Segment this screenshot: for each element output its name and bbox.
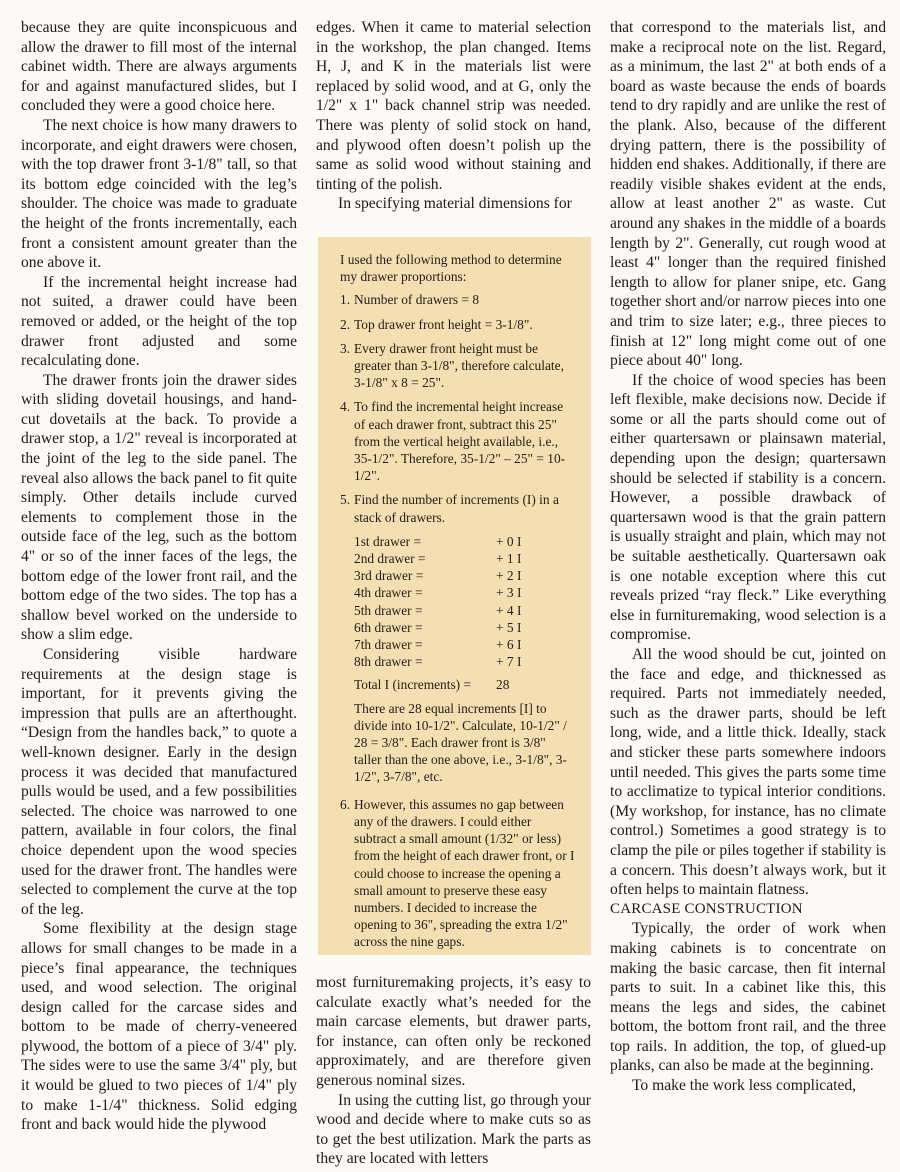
column-middle-top (316, 18, 591, 214)
paragraph: that correspond to the materials list, and make a reciprocal note on the list. Regard, as a minimum, the last 2" at both ends of a board as waste because the ends of boards tend to dry rapidly and are unlike the rest of the plank. Also, because of the different drying pattern, there is the possibility of hidden end shakes. Additionally, if there are readily visible shakes evident at the ends, allow at least another 2" as waste. Cut around any shakes in the middle of a boards length by 2". Generally, cut rough wood at least 4" longer than the required finished length to allow for planer snipe, etc. Gang together short and/or narrow pieces into one and trim to size later; e.g., three pieces to finish at 12" long might come out of one piece about 40" long. (610, 19, 886, 370)
column-right (610, 18, 886, 1096)
paragraph: To make the work less complicated, (632, 1077, 857, 1095)
section-heading: CARCASE CONSTRUCTION (610, 900, 803, 917)
table-row (354, 584, 556, 601)
step-number: 2. (340, 316, 351, 332)
paragraph: In using the cutting list, go through your wood and decide where to make cuts so as to get the best utilization. Mark the parts as they are located with letters (316, 1091, 591, 1168)
sidebar-step (340, 291, 575, 308)
drawer-label: 4th drawer = (354, 585, 423, 601)
table-row (354, 567, 556, 584)
increment-value: + 7 I (496, 654, 522, 670)
table-row (354, 636, 556, 653)
increment-value: + 6 I (496, 637, 522, 653)
step-text: To find the incremental height increase of each drawer front, subtract this 25" from the vertical height available, i.e., 35-1/2". Therefore, 35-1/2" – 25" = 10-1/2". (354, 399, 566, 484)
drawer-label: 1st drawer = (354, 533, 422, 549)
paragraph: Considering visible hardware requirements at the design stage is important, for it prevents giving the impression that pulls are an afterthought. “Design from the handles back,” to quote a well-known designer. Early in the design process it was decided that manufactured pulls would be used, and a few possibilities selected. The choice was narrowed to one pattern, available in four colors, the final choice dependent upon the wood species used for the drawer front. The handles were selected to complement the curve at the top of the leg. (21, 646, 297, 918)
sidebar-step (340, 340, 575, 392)
table-row (354, 533, 556, 550)
paragraph: edges. When it came to material selection in the workshop, the plan changed. Items H, J, and K in the materials list were replaced by solid wood, and at G, only the 1/2" x 1" back channel strip was needed. There was plenty of solid stock on hand, and plywood often doesn’t polish up the same as solid wood without staining and tinting of the polish. (316, 19, 591, 193)
increment-value: + 3 I (496, 585, 522, 601)
step-number: 6. (340, 796, 351, 812)
increments-explanation: There are 28 equal increments [I] to divide into 10-1/2". Calculate, 10-1/2" / 28 = 3/8". Each drawer front is 3/8" taller than the one above, i.e., 3-1/8", 3-1/2", 3-7/8", etc. (354, 700, 567, 785)
step-text: However, this assumes no gap between any of the drawers. I could either subtract a small amount (1/32" or less) from the height of each drawer front, or I could choose to increase the opening a small amount to preserve these easy numbers. I decided to increase the opening to 36", spreading the extra 1/2" across the nine gaps. (354, 796, 575, 950)
sidebar-intro: I used the following method to determine my drawer proportions: (340, 252, 562, 285)
sidebar-step (340, 398, 575, 484)
sidebar-step (340, 316, 575, 333)
step-number: 1. (340, 292, 351, 308)
increment-value: + 0 I (496, 533, 522, 549)
increments-table (354, 533, 556, 671)
paragraph: The next choice is how many drawers to incorporate, and eight drawers were chosen, with the top drawer front 3-1/8" tall, so that its bottom edge coincided with the leg’s shoulder. The choice was made to graduate the height of the fronts incrementally, each front a consistent amount greater than the one above it. (21, 116, 297, 272)
drawer-label: 2nd drawer = (354, 551, 426, 567)
increment-value: + 1 I (496, 551, 522, 567)
paragraph: If the incremental height increase had not suited, a drawer could have been removed or added, or the height of the top drawer front adjusted and some recalculating done. (21, 273, 297, 370)
total-label: Total I (increments) = (354, 677, 472, 693)
step-number: 4. (340, 399, 351, 415)
increment-value: + 5 I (496, 619, 522, 635)
paragraph: Some flexibility at the design stage allows for small changes to be made in a piece’s final appearance, the techniques used, and wood selection. The original design called for the carcase sides and bottom to be made of cherry-veneered plywood, the bottom of a piece of 3/4" ply. The sides were to use the same 3/4" ply, but it would be glued to two pieces of 1/4" ply to make 1-1/4" thickness. Solid edging front and back would hide the plywood (21, 920, 297, 1134)
step-text: Number of drawers = 8 (354, 292, 480, 308)
sidebar-step (340, 796, 575, 951)
table-row (354, 653, 556, 670)
drawer-proportions-sidebar (318, 237, 591, 955)
increments-total (354, 676, 575, 693)
paragraph: most furnituremaking projects, it’s easy to calculate exactly what’s needed for the main carcase elements, but drawer parts, for instance, can often only be reckoned approximately, and are therefore given generous nominal sizes. (316, 974, 591, 1089)
paragraph: The drawer fronts join the drawer sides with sliding dovetail housings, and hand-cut dovetails at the back. To provide a drawer stop, a 1/2" reveal is incorporated at the joint of the leg to the side panel. The reveal also allows the back panel to fit quite simply. Other details include curved elements to complement those in the outside face of the leg, such as the bottom 4" or so of the inner faces of the legs, the bottom edge of the lower front rail, and the bottom edge of the two sides. The top has a shallow bevel worked on the underside to show a slim edge. (21, 371, 297, 644)
sidebar-step (340, 491, 575, 525)
increment-value: + 2 I (496, 568, 522, 584)
drawer-label: 3rd drawer = (354, 568, 424, 584)
drawer-label: 8th drawer = (354, 654, 423, 670)
sidebar-steps-continued (340, 796, 575, 951)
increment-value: + 4 I (496, 602, 522, 618)
drawer-label: 7th drawer = (354, 637, 423, 653)
step-text: Every drawer front height must be greater than 3-1/8", therefore calculate, 3-1/8" x 8 = 25". (354, 340, 564, 391)
table-row (354, 619, 556, 636)
column-left (21, 18, 297, 1135)
step-number: 3. (340, 340, 351, 356)
drawer-label: 5th drawer = (354, 602, 423, 618)
paragraph: In specifying material dimensions for (338, 195, 572, 213)
sidebar-steps (340, 291, 575, 525)
column-middle-bottom (316, 973, 591, 1169)
table-row (354, 602, 556, 619)
paragraph: All the wood should be cut, jointed on the face and edge, and thicknessed as required. Parts not immediately needed, such as the drawer parts, should be left long, wide, and a little thick. Ideally, stack and sticker these parts somewhere indoors until needed. This gives the parts some time to acclimatize to typical interior conditions. (My workshop, for instance, has no climate control.) Sometimes a good strategy is to clamp the pile or piles together if stability is a concern. This doesn’t always work, but it often helps to maintain flatness. (610, 646, 886, 899)
paragraph: Typically, the order of work when making cabinets is to concentrate on making the basic carcase, then fit internal parts to suit. In a cabinet like this, this means the legs and sides, the cabinet bottom, the bottom front rail, and the three top rails. In addition, the top, of glued-up planks, can also be made at the beginning. (610, 920, 886, 1075)
step-text: Top drawer front height = 3-1/8". (354, 316, 533, 332)
paragraph: If the choice of wood species has been left flexible, make decisions now. Decide if some or all the parts should come out of either quartersawn or plainsawn material, depending upon the design; quartersawn should be selected if stability is a concern. However, a possible drawback of quartersawn wood is that the grain pattern is usually straight and plain, which may not be suitable aesthetically. Quartersawn oak is one notable exception where this cut reveals prized “ray fleck.” Like everything else in furnituremaking, wood selection is a compromise. (610, 371, 886, 644)
paragraph: because they are quite inconspicuous and allow the drawer to fill most of the internal cabinet width. There are always arguments for and against manufactured slides, but I concluded they were a good choice here. (21, 19, 297, 115)
table-row (354, 550, 556, 567)
step-text: Find the number of increments (I) in a stack of drawers. (354, 492, 559, 525)
drawer-label: 6th drawer = (354, 619, 423, 635)
step-number: 5. (340, 492, 351, 508)
total-value: 28 (496, 677, 510, 693)
